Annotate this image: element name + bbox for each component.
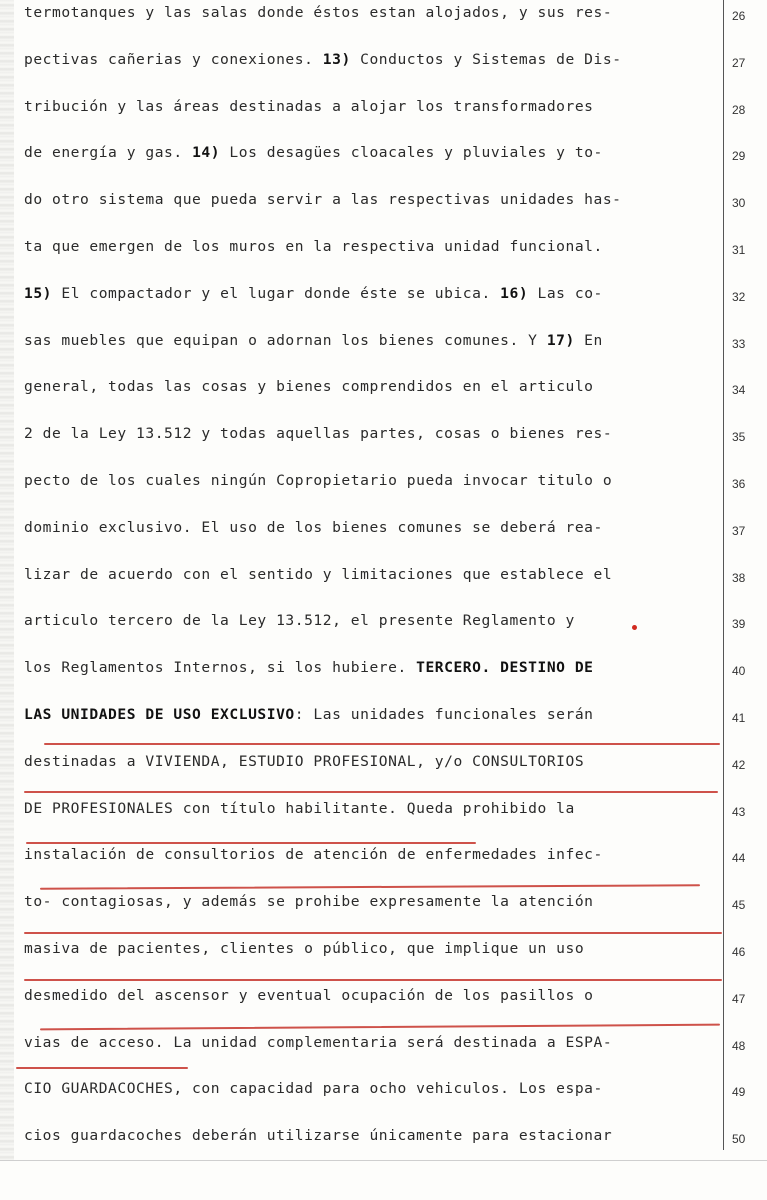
line-number: 35 (732, 430, 746, 444)
text-segment: sas muebles que equipan o adornan los bienes comunes. Y (24, 332, 547, 349)
text-line (24, 1032, 720, 1054)
text-line (24, 891, 720, 913)
line-number: 49 (732, 1085, 746, 1099)
line-number: 50 (732, 1132, 746, 1146)
text-line (24, 376, 720, 398)
text-line (24, 236, 720, 258)
line-number: 39 (732, 617, 746, 631)
text-segment: cios guardacoches deberán utilizarse únicamente para estacionar (24, 1127, 613, 1144)
text-segment: 2 de la Ley 13.512 y todas aquellas partes, cosas o bienes res- (24, 425, 613, 442)
text-line (24, 142, 720, 164)
line-number: 41 (732, 711, 746, 725)
text-segment: desmedido del ascensor y eventual ocupación de los pasillos o (24, 987, 594, 1004)
text-line (24, 1125, 720, 1147)
line-number-rule (723, 0, 724, 1150)
line-number: 27 (732, 56, 746, 70)
text-segment: to- contagiosas, y además se prohibe expresamente la atención (24, 893, 594, 910)
line-number: 34 (732, 383, 746, 397)
text-line (24, 798, 720, 820)
text-segment: CIO GUARDACOCHES, con capacidad para ocho vehiculos. Los espa- (24, 1080, 603, 1097)
bold-text-segment: 15) (24, 285, 53, 302)
text-segment: lizar de acuerdo con el sentido y limitaciones que establece el (24, 566, 613, 583)
line-number: 42 (732, 758, 746, 772)
line-number: 43 (732, 805, 746, 819)
text-segment: do otro sistema que pueda servir a las respectivas unidades has- (24, 191, 622, 208)
bold-text-segment: 16) (500, 285, 529, 302)
line-number: 46 (732, 945, 746, 959)
text-segment: articulo tercero de la Ley 13.512, el presente Reglamento y (24, 612, 575, 629)
text-segment: Las co- (528, 285, 603, 302)
line-number: 31 (732, 243, 746, 257)
text-line (24, 49, 720, 71)
red-underline (44, 743, 720, 745)
bold-text-segment: TERCERO. DESTINO DE (416, 659, 594, 676)
line-number: 32 (732, 290, 746, 304)
text-line (24, 610, 720, 632)
line-number: 33 (732, 337, 746, 351)
text-segment: los Reglamentos Internos, si los hubiere. (24, 659, 417, 676)
text-segment: general, todas las cosas y bienes comprendidos en el articulo (24, 378, 594, 395)
text-line (24, 985, 720, 1007)
line-number: 36 (732, 477, 746, 491)
text-segment: En (574, 332, 603, 349)
line-number: 29 (732, 149, 746, 163)
left-margin-texture (0, 0, 14, 1160)
line-number: 28 (732, 103, 746, 117)
text-segment: vias de acceso. La unidad complementaria será destinada a ESPA- (24, 1034, 613, 1051)
text-line (24, 423, 720, 445)
line-number: 38 (732, 571, 746, 585)
text-segment: DE PROFESIONALES con título habilitante. Queda prohibido la (24, 800, 575, 817)
text-line (24, 751, 720, 773)
line-number: 45 (732, 898, 746, 912)
red-underline (40, 884, 700, 889)
text-line (24, 564, 720, 586)
text-segment: de energía y gas. (24, 144, 193, 161)
line-number: 47 (732, 992, 746, 1006)
red-underline (24, 791, 718, 793)
text-line (24, 938, 720, 960)
line-number: 26 (732, 9, 746, 23)
red-mark-dot (632, 625, 637, 630)
red-underline (16, 1067, 188, 1069)
red-underline (40, 1024, 720, 1031)
red-underline (24, 979, 722, 981)
bold-text-segment: 17) (546, 332, 575, 349)
text-segment: : Las unidades funcionales serán (294, 706, 594, 723)
text-line (24, 844, 720, 866)
line-number: 37 (732, 524, 746, 538)
bold-text-segment: LAS UNIDADES DE USO EXCLUSIVO (24, 706, 295, 723)
bold-text-segment: 13) (322, 51, 351, 68)
text-segment: instalación de consultorios de atención de enfermedades infec- (24, 846, 603, 863)
text-segment: Conductos y Sistemas de Dis- (350, 51, 622, 68)
text-line (24, 330, 720, 352)
line-number: 44 (732, 851, 746, 865)
text-line (24, 517, 720, 539)
line-number: 48 (732, 1039, 746, 1053)
text-segment: masiva de pacientes, clientes o público, que implique un uso (24, 940, 585, 957)
text-segment: ta que emergen de los muros en la respectiva unidad funcional. (24, 238, 603, 255)
text-line (24, 470, 720, 492)
text-segment: tribución y las áreas destinadas a alojar los transformadores (24, 98, 594, 115)
text-line (24, 2, 720, 24)
text-line (24, 96, 720, 118)
line-number: 40 (732, 664, 746, 678)
text-line (24, 283, 720, 305)
text-segment: pectivas cañerias y conexiones. (24, 51, 323, 68)
text-line (24, 189, 720, 211)
bold-text-segment: 14) (192, 144, 221, 161)
red-underline (24, 932, 722, 934)
text-line (24, 704, 720, 726)
text-line (24, 1078, 720, 1100)
text-line (24, 657, 720, 679)
text-segment: termotanques y las salas donde éstos estan alojados, y sus res- (24, 4, 613, 21)
page-bottom-edge (0, 1160, 767, 1161)
line-number: 30 (732, 196, 746, 210)
red-underline (26, 842, 476, 844)
text-segment: pecto de los cuales ningún Copropietario pueda invocar titulo o (24, 472, 613, 489)
text-segment: Los desagües cloacales y pluviales y to- (220, 144, 603, 161)
text-segment: El compactador y el lugar donde éste se ubica. (52, 285, 501, 302)
text-segment: destinadas a VIVIENDA, ESTUDIO PROFESIONAL, y/o CONSULTORIOS (24, 753, 585, 770)
text-segment: dominio exclusivo. El uso de los bienes comunes se deberá rea- (24, 519, 603, 536)
